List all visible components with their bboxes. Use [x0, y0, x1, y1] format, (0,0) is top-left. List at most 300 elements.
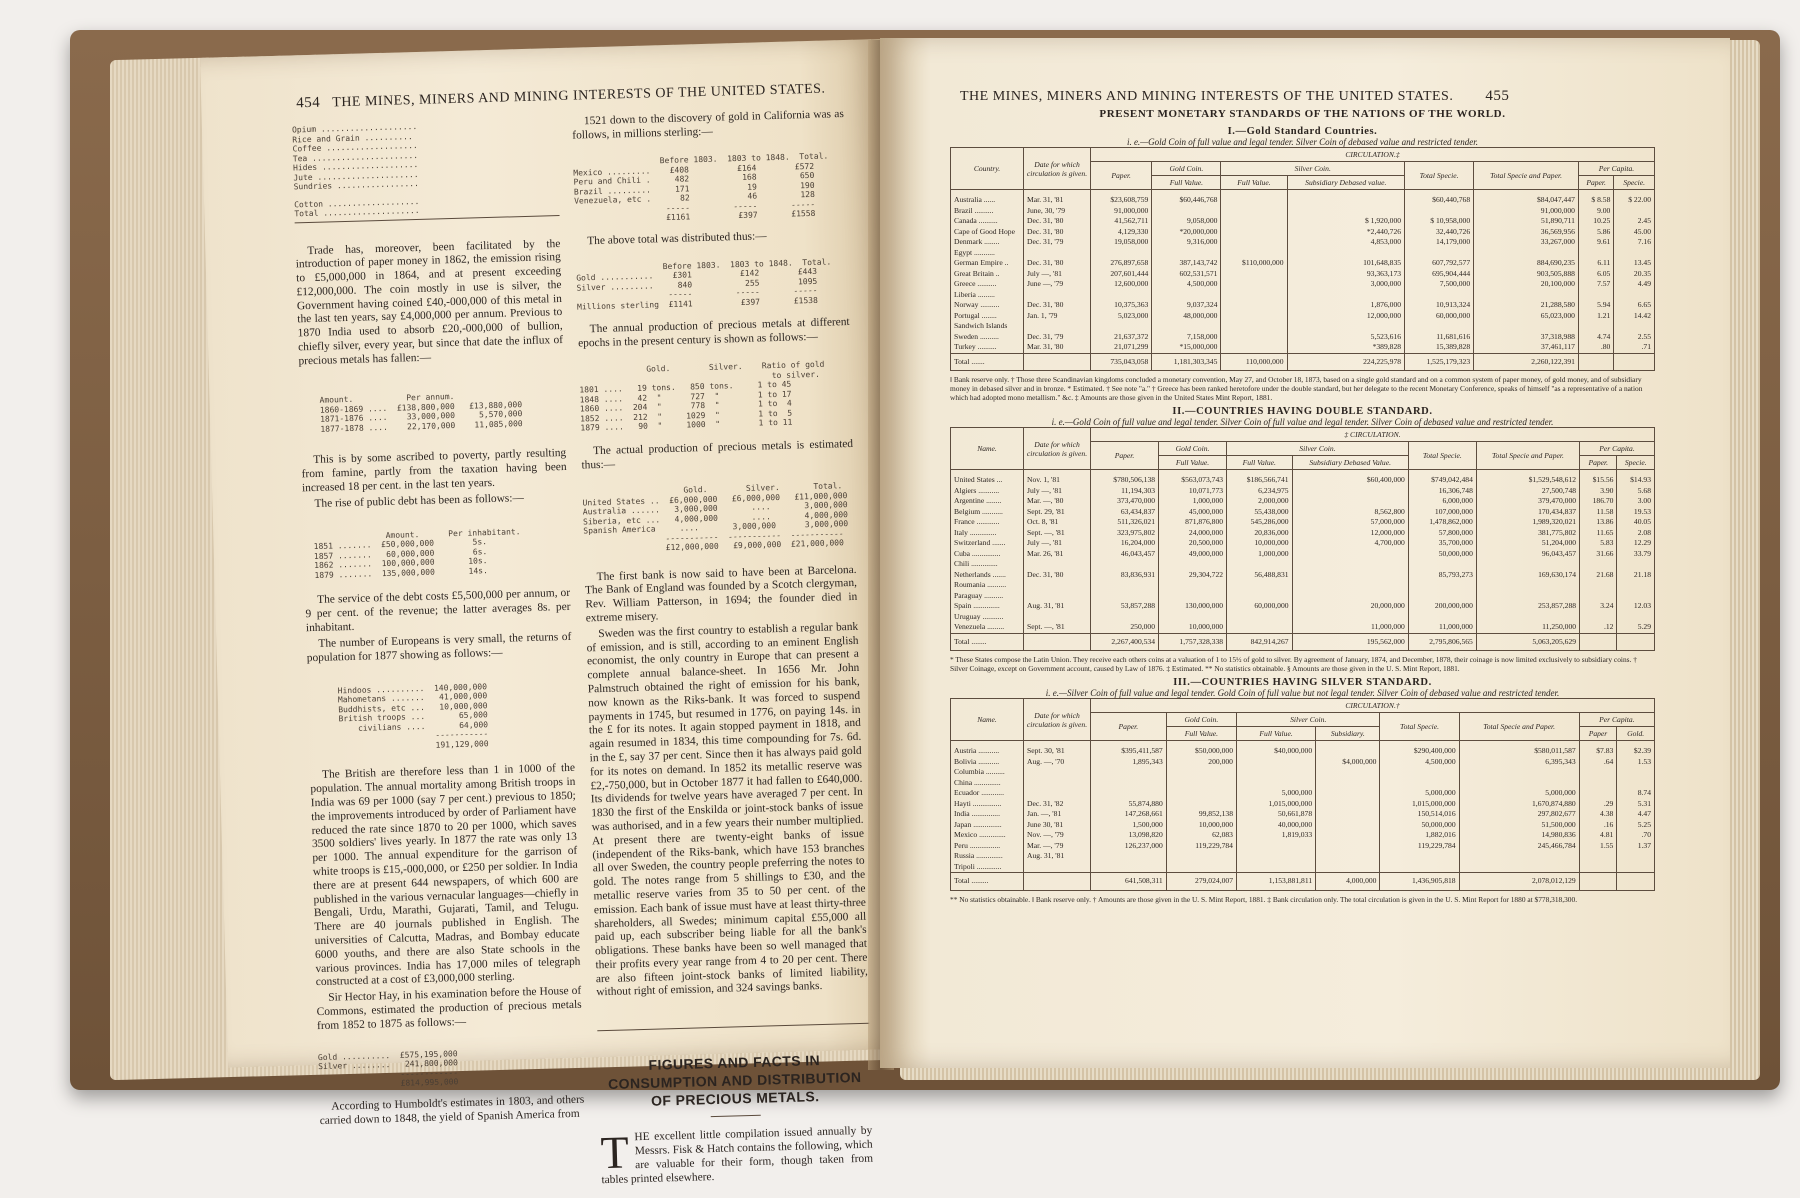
table-cell: *389,828	[1287, 342, 1405, 353]
table-cell: *15,000,000	[1152, 342, 1221, 353]
table-cell: Nov. 1, '81	[1024, 470, 1091, 486]
table-cell: Sept. —, '81	[1024, 528, 1091, 539]
table-cell	[1405, 321, 1474, 332]
table-cell: 6.05	[1578, 269, 1613, 280]
table-cell	[1380, 851, 1459, 862]
table-cell: $40,000,000	[1236, 741, 1315, 757]
table-cell: Russia ..............	[951, 851, 1024, 862]
table-cell	[1380, 778, 1459, 789]
table-cell	[1459, 862, 1579, 873]
table-cell: 1.37	[1617, 841, 1655, 852]
table-cell	[1091, 248, 1152, 259]
table-cell	[1580, 580, 1617, 591]
circulation-header: ‡ CIRCULATION.	[1091, 428, 1655, 442]
table-cell	[1476, 612, 1579, 623]
table-cell: $60,440,768	[1405, 190, 1474, 206]
table-cell: 48,000,000	[1152, 311, 1221, 322]
col-header: Total Specie.	[1408, 442, 1476, 470]
distribution-table: Before 1803. 1803 to 1848. Total. Gold ........... £301 £142 £443 Silver ......... 840 255 1095 ----- ----- ----- Millions sterling £1141 £397 £1538	[575, 254, 832, 312]
table-cell: 1,895,343	[1091, 757, 1167, 768]
table3-subtitle: i. e.—Silver Coin of full value and legal tender. Gold Coin of full value but not legal tender. Silver Coin of debased value and restricted tender.	[1045, 688, 1560, 698]
table-row	[951, 517, 1655, 528]
table-row	[951, 528, 1655, 539]
table-cell: 147,268,661	[1091, 809, 1167, 820]
table-cell: 9.61	[1578, 237, 1613, 248]
left-page-number: 454	[296, 94, 321, 112]
table-cell	[1579, 873, 1617, 891]
table-cell: 207,601,444	[1091, 269, 1152, 280]
table-cell: 60,000,000	[1227, 601, 1292, 612]
col-header: Per Capita.	[1580, 442, 1655, 456]
table-cell	[1408, 580, 1476, 591]
table1-footnote: ‖ Bank reserve only. † Those three Scandinavian kingdoms concluded a monetary convention, May 27, and October 18, 1873, based on a single gold standard and on a common system of paper money, of gold money, and of subsidiary money in debased silver and in bronze. * Estimated. † See note "a." † Greece has been ranked heretofore under the double standard, but her delegate to the recent Monetary Conference, speaks of himself "as a representative of a nation which had adopted mono metallism." &c. ‡ Amounts are those given in the United States Mint Report, 1881.	[950, 375, 1643, 402]
table-cell	[1236, 778, 1315, 789]
table-cell: 6.11	[1578, 258, 1613, 269]
table-cell	[1024, 321, 1091, 332]
table-cell	[1405, 248, 1474, 259]
table-cell: 2,260,122,391	[1474, 353, 1579, 371]
table-cell	[1152, 206, 1221, 217]
table-cell: 5,523,616	[1287, 332, 1405, 343]
table-cell	[1380, 767, 1459, 778]
table-cell: 224,225,978	[1287, 353, 1405, 371]
table-cell: $ 22.00	[1614, 190, 1655, 206]
table3-footnote: ** No statistics obtainable. ‖ Bank reserve only. † Amounts are those given in the U. S. Mint Report, 1881. ‡ Bank circulation only. The total circulation is given in the U. S. Mint Report for 1880 at $778,318,300.	[950, 894, 1578, 904]
table-cell: $580,011,587	[1459, 741, 1579, 757]
table-cell: 21.68	[1580, 570, 1617, 581]
table-row	[951, 258, 1655, 269]
table-row	[951, 549, 1655, 560]
table-cell	[1024, 612, 1091, 623]
table-cell: Hayti ...............	[951, 799, 1024, 810]
table-cell: $ 10,958,000	[1405, 216, 1474, 227]
table-cell: Algiers ...........	[951, 486, 1024, 497]
table-cell: Dec. 31, '80	[1024, 227, 1091, 238]
table-cell: 130,000,000	[1159, 601, 1227, 612]
table-total-row	[951, 633, 1655, 651]
table-cell: 11,000,000	[1292, 622, 1408, 633]
table-cell: 253,857,288	[1476, 601, 1579, 612]
spanish-america-table: Before 1803. 1803 to 1848. Total. Mexico ......... £408 £164 £572 Peru and Chili . 482 168 650 Brazil ......... 171 19 190 Venezuela, etc . 82 46 128 ----- ----- ----- £1161 £397 £1558	[572, 149, 829, 225]
col-header: Per Capita.	[1579, 713, 1654, 727]
table-cell: Ecuador ............	[951, 788, 1024, 799]
table-cell: 12.29	[1617, 538, 1655, 549]
table-cell: 735,043,058	[1091, 353, 1152, 371]
table-cell	[1617, 633, 1655, 651]
table-cell	[1476, 580, 1579, 591]
table-row	[951, 237, 1655, 248]
table-cell: 37,461,117	[1474, 342, 1579, 353]
right-content	[950, 108, 1655, 908]
col-header: Paper.	[1091, 713, 1167, 741]
col-header: Gold Coin.	[1166, 713, 1236, 727]
table-cell	[1166, 778, 1236, 789]
table-cell: 51,204,000	[1476, 538, 1579, 549]
table-cell	[1405, 290, 1474, 301]
table-cell	[1227, 580, 1292, 591]
table-cell: 1,757,328,338	[1159, 633, 1227, 651]
table-cell: 641,508,311	[1091, 873, 1167, 891]
table-cell: Mar. 31, '81	[1024, 190, 1091, 206]
table-cell: 13,098,820	[1091, 830, 1167, 841]
table-cell	[1221, 216, 1287, 227]
table-cell	[1091, 851, 1167, 862]
table-cell	[1614, 248, 1655, 259]
table-cell: 1.53	[1617, 757, 1655, 768]
col-header: Full Value.	[1221, 176, 1287, 190]
table-cell	[1236, 841, 1315, 852]
table-row	[951, 799, 1655, 810]
table-cell: 107,000,000	[1408, 507, 1476, 518]
table-total-row	[951, 353, 1655, 371]
table-cell: 11.65	[1580, 528, 1617, 539]
right-running-head	[960, 88, 1509, 105]
table-cell	[1221, 237, 1287, 248]
table-cell: 1,819,033	[1236, 830, 1315, 841]
table-cell: 10,375,363	[1091, 300, 1152, 311]
table-cell: 200,000,000	[1408, 601, 1476, 612]
table2-title: II.—COUNTRIES HAVING DOUBLE STANDARD.	[1172, 406, 1433, 417]
table-row	[951, 206, 1655, 217]
col-header: Paper	[1579, 727, 1617, 741]
table-row-label: Jute .....................	[293, 169, 419, 182]
table-cell: 51,890,711	[1474, 216, 1579, 227]
table-cell: Spain ..............	[951, 601, 1024, 612]
col-header: Gold Coin.	[1159, 442, 1227, 456]
table-cell	[1024, 353, 1091, 371]
table-row	[951, 820, 1655, 831]
table-cell: 50,661,878	[1236, 809, 1315, 820]
table-cell: 110,000,000	[1221, 353, 1287, 371]
table-cell: 871,876,800	[1159, 517, 1227, 528]
table-cell: Roumania ..........	[951, 580, 1024, 591]
table-cell: 10,000,000	[1166, 820, 1236, 831]
table-cell: 6,000,000	[1408, 496, 1476, 507]
table-row	[951, 767, 1655, 778]
table-cell: 5.83	[1580, 538, 1617, 549]
table-row	[951, 757, 1655, 768]
table-cell: Dec. 31, '82	[1024, 799, 1091, 810]
table-cell	[1287, 290, 1405, 301]
col-header: Paper.	[1091, 442, 1159, 470]
left-page	[200, 39, 908, 1186]
table-row	[951, 496, 1655, 507]
table-row	[951, 580, 1655, 591]
table-cell	[1617, 873, 1655, 891]
table-cell	[1152, 248, 1221, 259]
table-cell: 903,505,888	[1474, 269, 1579, 280]
paragraph: The above total was distributed thus:—	[587, 229, 767, 247]
bullion-table: Amount. Per annum. 1860-1869 .... £138,800,000 £13,880,000 1871-1876 .... 33,000,000 5,570,000 1877-1878 .... 22,170,000 11,085,000	[319, 386, 523, 434]
table-cell	[1316, 799, 1380, 810]
right-page	[880, 38, 1730, 1068]
table-cell: 1,478,862,000	[1408, 517, 1476, 528]
table-cell: 65,023,000	[1474, 311, 1579, 322]
table-cell: Jan. —, '81	[1024, 809, 1091, 820]
table-cell: Tripoli .............	[951, 862, 1024, 873]
table-cell: 11,194,303	[1091, 486, 1159, 497]
table-cell: China ..............	[951, 778, 1024, 789]
col-header: Name.	[951, 428, 1024, 470]
table-cell: 35,700,000	[1408, 538, 1476, 549]
table-cell	[1024, 633, 1091, 651]
table-row-label: Total ....................	[294, 205, 420, 219]
table-cell: 11,681,616	[1405, 332, 1474, 343]
table-cell: Nov. —, '79	[1024, 830, 1091, 841]
table-cell	[1614, 353, 1655, 371]
table-cell: Canada ..........	[951, 216, 1024, 227]
paragraph: The annual production of precious metals at different epochs in the present century is shown as follows:—	[577, 316, 850, 350]
table-cell: Liberia .........	[951, 290, 1024, 301]
table-row	[951, 279, 1655, 290]
table-cell	[1024, 559, 1091, 570]
table-cell: July —, '81	[1024, 538, 1091, 549]
table-cell	[1476, 591, 1579, 602]
table-cell	[1091, 591, 1159, 602]
table-cell: 29,304,722	[1159, 570, 1227, 581]
table-row	[951, 470, 1655, 486]
table-cell	[1227, 591, 1292, 602]
col-header: Gold Coin.	[1152, 162, 1221, 176]
col-header: Silver Coin.	[1227, 442, 1409, 456]
drop-cap: T	[600, 1126, 630, 1179]
table-cell	[1166, 799, 1236, 810]
col-header: Paper.	[1091, 162, 1152, 190]
table-cell	[1292, 559, 1408, 570]
table-cell: Dec. 31, '80	[1024, 258, 1091, 269]
table-cell: 245,466,784	[1459, 841, 1579, 852]
table-cell	[1221, 332, 1287, 343]
table-cell	[1578, 290, 1613, 301]
table-row-label: Coffee ...................	[292, 140, 418, 154]
table-cell: 1,500,000	[1091, 820, 1167, 831]
table-cell	[1221, 206, 1287, 217]
table-cell	[1580, 612, 1617, 623]
table-cell: Egypt ...........	[951, 248, 1024, 259]
table-row	[951, 216, 1655, 227]
col-header: Full Value.	[1152, 176, 1221, 190]
table-cell: $780,506,138	[1091, 470, 1159, 486]
table-cell: $110,000,000	[1221, 258, 1287, 269]
table-cell: 1.55	[1579, 841, 1617, 852]
table-cell: $186,566,741	[1227, 470, 1292, 486]
table-cell: 6.65	[1614, 300, 1655, 311]
table-cell: 11.58	[1580, 507, 1617, 518]
table-cell: 12,000,000	[1287, 311, 1405, 322]
table-cell: 32,440,726	[1405, 227, 1474, 238]
table-cell	[1579, 767, 1617, 778]
table-cell: Uruguay ...........	[951, 612, 1024, 623]
table-row	[951, 300, 1655, 311]
table-cell	[1408, 612, 1476, 623]
table-cell: 2.55	[1614, 332, 1655, 343]
table-cell: 381,775,802	[1476, 528, 1579, 539]
table-cell: 5,000,000	[1380, 788, 1459, 799]
table-cell: 4,500,000	[1380, 757, 1459, 768]
table-cell: 379,470,000	[1476, 496, 1579, 507]
table-cell: Turkey ..........	[951, 342, 1024, 353]
table-cell: 5.29	[1617, 622, 1655, 633]
paragraph: The actual production of precious metals is estimated thus:—	[581, 437, 854, 472]
table-cell	[1287, 206, 1405, 217]
table-cell	[1221, 311, 1287, 322]
table-cell: German Empire ..	[951, 258, 1024, 269]
table-cell	[1316, 767, 1380, 778]
left-column-1	[292, 118, 585, 1131]
table-cell	[1459, 778, 1579, 789]
paragraph: The service of the debt costs £5,500,000 per annum, or 9 per cent. of the revenue; the latter averages 8s. per inhabitant.	[305, 587, 571, 635]
table-cell: 27,500,748	[1476, 486, 1579, 497]
col-header: Date for which circulation is given.	[1024, 148, 1091, 190]
table-cell	[1221, 279, 1287, 290]
table-cell: 101,648,835	[1287, 258, 1405, 269]
table-cell: 3,000,000	[1287, 279, 1405, 290]
table-cell	[1474, 248, 1579, 259]
table-row	[951, 507, 1655, 518]
table-cell: 56,488,831	[1227, 570, 1292, 581]
paragraph: Sweden was the first country to establish a regular bank of emission, and is still, according to an eminent English economist, the only country in Europe that can present a complete annual balance-sheet. In 1656 Mr. John Palmstruch obtained the right of emission for his bank, now known as the Riks-bank. It was forced to suspend payments in 1745, but resumed in 1776, on paying 14s. in the £ for its notes. It again stopped payment in 1818, and again resumed in 1834, this time compounding for 7s. 6d. in the £, say 37 per cent. Since then it has always paid gold for its notes on demand. In 1852 its metallic reserve was £2,-750,000, but in October 1877 it had fallen to £640,000. Its dividends for twelve years have averaged 7 per cent. In 1830 the first of the Enskilda or joint-stock banks of issue was authorised, and in a few years their number multiplied. At present there are twenty-eight banks of issue (independent of the Riks-bank, which have 153 branches all over Sweden, the country people preferring the notes to gold. The notes range from 5 shillings to £30, and the metallic reserve varies from 35 to 50 per cent. of the emission. Each bank of issue must have at least thirty-three shareholders, all Swedes; minimum capital £55,000 all paid up, each subscriber being liable for all the bank's obligations. These banks have been so well managed that their profits every year range from 4 to 20 per cent. There are also fifteen joint-stock banks of limited liability, without right of emission, and 324 savings banks.	[586, 620, 868, 999]
table-cell	[1459, 851, 1579, 862]
table-cell: Sweden ..........	[951, 332, 1024, 343]
table-row-label: Cotton ...................	[293, 196, 420, 209]
table-cell	[1579, 778, 1617, 789]
table-cell	[1316, 809, 1380, 820]
table-cell	[1221, 248, 1287, 259]
table-cell: 170,434,837	[1476, 507, 1579, 518]
table-row	[951, 809, 1655, 820]
table-row	[951, 321, 1655, 332]
paragraph: The number of Europeans is very small, the returns of population for 1877 showing as follows:—	[306, 630, 572, 664]
table-cell: 2.08	[1617, 528, 1655, 539]
table-cell: 4,853,000	[1287, 237, 1405, 248]
table-cell	[1316, 820, 1380, 831]
paragraph: Trade has, moreover, been facilitated by the introduction of paper money in 1862, the emission rising to £5,000,000 in 1864, and at present exceeding £12,000,000. The coin mostly in use is silver, the Government having coined £40,-000,000 of this metal in the last ten years, say £4,000,000 per annum. Previous to 1870 India used to absorb £20,-000,000 of bullion, chiefly silver, every year, but since that date the influx of precious metals has fallen:—	[295, 237, 564, 368]
table-cell	[1580, 559, 1617, 570]
col-header: Name.	[951, 699, 1024, 741]
table-cell	[1292, 580, 1408, 591]
table-cell: Cuba ...............	[951, 549, 1024, 560]
table-cell	[1227, 622, 1292, 633]
table-cell: $1,529,548,612	[1476, 470, 1579, 486]
table-cell: 46,043,457	[1091, 549, 1159, 560]
metals-table: Gold .......... £575,195,000 Silver ........ 241,800,000 ------------ £814,995,000	[317, 1043, 459, 1091]
table-cell: 5.68	[1617, 486, 1655, 497]
table-cell: 45,000,000	[1159, 507, 1227, 518]
table-row-label: Rice and Grain ..........	[292, 131, 413, 144]
table-cell	[1292, 591, 1408, 602]
table-cell: 195,562,000	[1292, 633, 1408, 651]
table-cell: 279,024,007	[1166, 873, 1236, 891]
table-cell: 2.45	[1614, 216, 1655, 227]
table-total-row	[951, 873, 1655, 891]
table-cell: Aug. 31, '81	[1024, 601, 1091, 612]
table-cell	[1579, 862, 1617, 873]
table-cell: 1,181,303,345	[1152, 353, 1221, 371]
table-row	[951, 342, 1655, 353]
table-cell	[1292, 496, 1408, 507]
table-cell: 60,000,000	[1405, 311, 1474, 322]
table-cell: $ 1,920,000	[1287, 216, 1405, 227]
paragraph: The rise of public debt has been as follows:—	[314, 491, 524, 510]
paragraph: The first bank is now said to have been at Barcelona. The Bank of England was founded by a Scotch clergyman, Rev. William Patterson, in 1694; the founder died in extreme misery.	[584, 563, 858, 625]
table-cell	[1166, 851, 1236, 862]
table-gold-standard	[950, 147, 1655, 371]
table-cell: 14,980,836	[1459, 830, 1579, 841]
table-cell: .71	[1614, 342, 1655, 353]
table-cell: 15,389,828	[1405, 342, 1474, 353]
table-cell: $749,042,484	[1408, 470, 1476, 486]
table-cell: Mar. —, '79	[1024, 841, 1091, 852]
table-cell	[1159, 591, 1227, 602]
table-row	[951, 248, 1655, 259]
table-cell: 1,989,320,021	[1476, 517, 1579, 528]
table-cell: 5,023,000	[1091, 311, 1152, 322]
table-cell: 1,525,179,323	[1405, 353, 1474, 371]
table-cell: Paraguay ..........	[951, 591, 1024, 602]
table-row	[951, 830, 1655, 841]
table-cell	[1316, 841, 1380, 852]
col-header: Country.	[951, 148, 1024, 190]
table-cell: 126,237,000	[1091, 841, 1167, 852]
table-cell: 1,015,000,000	[1380, 799, 1459, 810]
table-cell: 2,795,806,565	[1408, 633, 1476, 651]
table-cell: Norway ..........	[951, 300, 1024, 311]
table-cell: 91,000,000	[1474, 206, 1579, 217]
table-cell: 13.45	[1614, 258, 1655, 269]
table-cell: 10,000,000	[1159, 622, 1227, 633]
table-cell: 545,286,000	[1227, 517, 1292, 528]
table-cell: 387,143,742	[1152, 258, 1221, 269]
table-cell: 11,000,000	[1408, 622, 1476, 633]
table-cell	[1408, 591, 1476, 602]
table-cell: 83,836,931	[1091, 570, 1159, 581]
table-cell: *2,440,726	[1287, 227, 1405, 238]
table-cell: $15.56	[1580, 470, 1617, 486]
table-cell: 63,434,837	[1091, 507, 1159, 518]
table-row	[951, 538, 1655, 549]
table-row-label: Opium ....................	[291, 121, 418, 135]
circulation-header: CIRCULATION.†	[1091, 699, 1655, 713]
table-cell: Mar. 26, '81	[1024, 549, 1091, 560]
table-cell: 6,234,975	[1227, 486, 1292, 497]
table-cell	[1236, 862, 1315, 873]
col-header: Total Specie.	[1405, 162, 1474, 190]
table-cell: 12.03	[1617, 601, 1655, 612]
table-cell: 49,000,000	[1159, 549, 1227, 560]
col-header: Total Specie and Paper.	[1474, 162, 1579, 190]
table-cell	[1236, 851, 1315, 862]
table-cell: Sept. —, '81	[1024, 622, 1091, 633]
table-cell: 1,015,000,000	[1236, 799, 1315, 810]
table-cell: Portugal ........	[951, 311, 1024, 322]
table-cell	[1024, 862, 1091, 873]
table-cell	[1091, 580, 1159, 591]
table-cell: 3.90	[1580, 486, 1617, 497]
col-header: Paper.	[1578, 176, 1613, 190]
table-cell	[1617, 591, 1655, 602]
table-cell: 99,852,138	[1166, 809, 1236, 820]
table-cell	[1091, 290, 1152, 301]
table-cell	[1476, 559, 1579, 570]
table-cell: 50,000,000	[1408, 549, 1476, 560]
table-cell: 93,363,173	[1287, 269, 1405, 280]
table-cell: Italy ..............	[951, 528, 1024, 539]
table-cell: 9,058,000	[1152, 216, 1221, 227]
table-cell: 5.31	[1617, 799, 1655, 810]
table-row	[951, 591, 1655, 602]
table-cell: 21,288,580	[1474, 300, 1579, 311]
paragraph: According to Humboldt's estimates in 1803, and others carried down to 1848, the yield of Spanish America from	[319, 1093, 585, 1127]
